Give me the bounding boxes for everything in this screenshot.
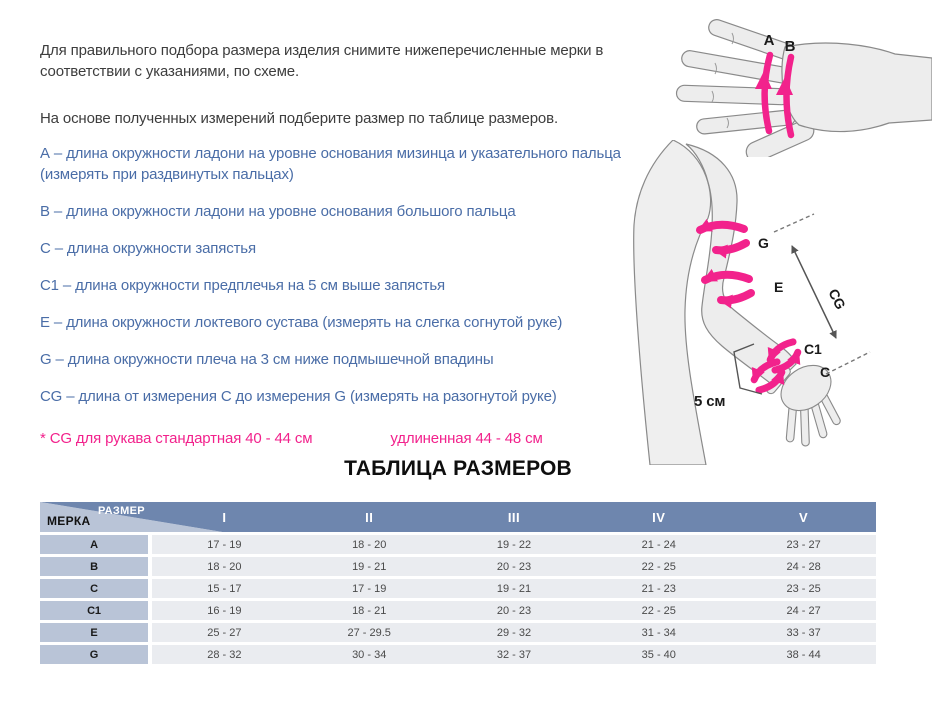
cell-e-4: 31 - 34 bbox=[641, 626, 676, 639]
cell-b-5: 24 - 28 bbox=[786, 560, 821, 573]
table-row bbox=[40, 557, 876, 576]
cell-c-1: 15 - 17 bbox=[207, 582, 242, 595]
cell-b-3: 20 - 23 bbox=[496, 560, 532, 573]
table-row bbox=[40, 579, 876, 598]
cell-c1-5: 24 - 27 bbox=[786, 604, 821, 617]
cell-g-5: 38 - 44 bbox=[786, 648, 821, 661]
cell-c-3: 19 - 21 bbox=[496, 582, 532, 595]
arm-label-c: C bbox=[820, 364, 830, 380]
cell-b-1: 18 - 20 bbox=[207, 560, 242, 573]
measurement-def-a: А – длина окружности ладони на уровне основания мизинца и указательного пальца (измерять при раздвинутых пальцах) bbox=[40, 145, 621, 183]
cell-g-3: 32 - 37 bbox=[496, 648, 532, 661]
torso bbox=[634, 140, 711, 465]
finger bbox=[676, 85, 789, 105]
cell-c1-2: 18 - 21 bbox=[352, 604, 387, 617]
cell-c-2: 17 - 19 bbox=[352, 582, 387, 595]
sleeve-length-note bbox=[40, 430, 543, 447]
intro-paragraph-2: На основе полученных измерений подберите размер по таблице размеров. bbox=[40, 110, 558, 127]
size-table bbox=[40, 502, 876, 664]
column-header-2: II bbox=[365, 509, 374, 525]
intro-paragraph-1: Для правильного подбора размера изделия снимите нижеперечисленные мерки в соответствии с указаниями, по схеме. bbox=[40, 42, 604, 80]
arm-label-c1: C1 bbox=[804, 341, 822, 357]
cell-c1-1: 16 - 19 bbox=[207, 604, 242, 617]
measurement-def-e: Е – длина окружности локтевого сустава (измерять на слегка согнутой руке) bbox=[40, 314, 563, 331]
column-header-5: V bbox=[799, 509, 809, 525]
note-standard: * CG для рукава стандартная 40 - 44 см bbox=[40, 430, 313, 447]
cell-e-2: 27 - 29.5 bbox=[347, 626, 391, 639]
row-label-e: E bbox=[40, 623, 148, 642]
measurement-definitions-list bbox=[40, 143, 625, 423]
measurement-def-g: G – длина окружности плеча на 3 см ниже подмышечной впадины bbox=[40, 351, 494, 368]
cell-b-2: 19 - 21 bbox=[352, 560, 387, 573]
band-e-lower bbox=[721, 293, 751, 300]
cell-g-1: 28 - 32 bbox=[207, 648, 242, 661]
measurement-def-cg: CG – длина от измерения С до измерения G (измерять на разогнутой руке) bbox=[40, 388, 557, 405]
hand-label-a: A bbox=[763, 32, 775, 49]
row-label-c1: C1 bbox=[40, 601, 148, 620]
table-row bbox=[40, 535, 876, 554]
cell-e-5: 33 - 37 bbox=[786, 626, 821, 639]
cell-a-1: 17 - 19 bbox=[207, 538, 242, 551]
arm-measurement-diagram bbox=[628, 140, 933, 465]
cell-a-2: 18 - 20 bbox=[352, 538, 387, 551]
g-dashed-line bbox=[774, 214, 814, 232]
cell-c1-3: 20 - 23 bbox=[496, 604, 532, 617]
c-dashed-line bbox=[826, 352, 870, 374]
palm bbox=[782, 43, 932, 132]
arm-label-cg: CG bbox=[825, 286, 849, 312]
column-header-1: I bbox=[222, 509, 227, 525]
note-extended: удлиненная 44 - 48 см bbox=[390, 430, 543, 447]
cell-a-3: 19 - 22 bbox=[496, 538, 532, 551]
measurement-def-c: С – длина окружности запястья bbox=[40, 240, 256, 257]
corner-label-size: РАЗМЕР bbox=[98, 505, 145, 517]
cell-g-2: 30 - 34 bbox=[352, 648, 387, 661]
column-header-3: III bbox=[507, 509, 521, 525]
cell-e-1: 25 - 27 bbox=[207, 626, 242, 639]
cell-e-3: 29 - 32 bbox=[496, 626, 532, 639]
cell-g-4: 35 - 40 bbox=[641, 648, 676, 661]
row-label-a: A bbox=[40, 535, 148, 554]
arm-label-offset: 5 см bbox=[694, 393, 726, 410]
cell-c1-4: 22 - 25 bbox=[641, 604, 676, 617]
row-label-g: G bbox=[40, 645, 148, 664]
table-row bbox=[40, 645, 876, 664]
cell-c-5: 23 - 25 bbox=[786, 582, 821, 595]
hand-label-b: B bbox=[784, 38, 796, 55]
size-table-header-row bbox=[40, 502, 876, 532]
column-header-4: IV bbox=[652, 509, 666, 525]
corner-label-measure: МЕРКА bbox=[47, 514, 91, 528]
cell-b-4: 22 - 25 bbox=[641, 560, 676, 573]
row-label-b: B bbox=[40, 557, 148, 576]
measurement-def-b: В – длина окружности ладони на уровне основания большого пальца bbox=[40, 203, 516, 220]
arm-label-e: E bbox=[774, 279, 784, 295]
cell-c-4: 21 - 23 bbox=[641, 582, 676, 595]
table-row bbox=[40, 601, 876, 620]
hand-measurement-diagram bbox=[637, 5, 932, 157]
row-label-c: C bbox=[40, 579, 148, 598]
arm-label-g: G bbox=[758, 235, 769, 251]
measurement-def-c1: С1 – длина окружности предплечья на 5 см выше запястья bbox=[40, 277, 445, 294]
band-e-upper bbox=[705, 275, 749, 280]
size-table-title: ТАБЛИЦА РАЗМЕРОВ bbox=[344, 457, 572, 480]
cell-a-5: 23 - 27 bbox=[786, 538, 821, 551]
size-column-headers bbox=[152, 502, 876, 532]
table-row bbox=[40, 623, 876, 642]
cell-a-4: 21 - 24 bbox=[641, 538, 676, 551]
